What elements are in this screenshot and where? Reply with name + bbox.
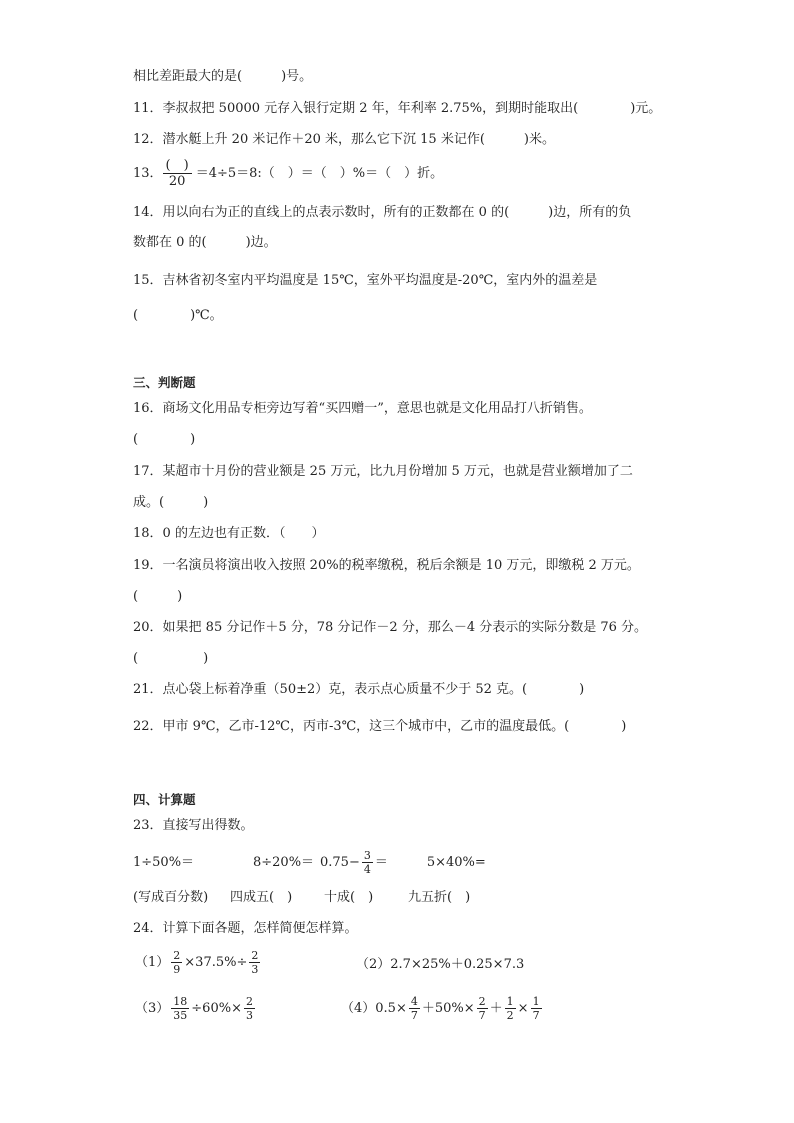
problem-1-f1-numerator: 2 [173,949,181,962]
question-19-line-1: 19．一名演员将演出收入按照 20%的税率缴税，税后余额是 10 万元，即缴税 2 万元。 [133,558,640,573]
problem-4-fraction-c [505,995,516,1022]
problem-4-c-denominator: 2 [506,1009,514,1022]
question-20-line-2: ( ) [133,651,209,666]
calc-2a: (写成百分数) [133,890,209,905]
q13-fraction-numerator: ( ) [163,158,192,174]
question-21: 21．点心袋上标着净重（50±2）克，表示点心质量不少于 52 克。( ) [133,682,585,697]
problem-3 [135,995,257,1023]
problem-3-f2-numerator: 2 [245,995,253,1008]
problem-4-c-numerator: 1 [506,995,514,1008]
problem-4-fraction-d [531,995,542,1022]
q13-fraction-denominator: 20 [168,174,186,189]
problem-4 [341,995,544,1023]
calc-row-2 [133,889,470,907]
calc-1c-suffix: ＝ [374,855,388,870]
problem-3-f1-numerator: 18 [173,995,188,1008]
calc-1c-denominator: 4 [363,863,371,876]
section-4-heading: 四、计算题 [133,792,196,807]
problem-4-label: （4）0.5× [341,1001,407,1016]
problem-3-label: （3） [135,1001,170,1016]
question-15-line-1: 15．吉林省初冬室内平均温度是 15℃，室外平均温度是-20℃，室内外的温差是 [133,273,598,288]
question-20-line-1: 20．如果把 85 分记作＋5 分，78 分记作－2 分，那么－4 分表示的实际分数是 76 分。 [133,620,648,635]
problem-3-fraction-1 [171,995,189,1022]
problem-3-middle: ÷60%× [191,1001,242,1016]
problem-4-a-numerator: 4 [410,995,418,1008]
problem-3-f2-denominator: 3 [245,1009,253,1022]
question-23: 23．直接写出得数。 [133,818,254,833]
problem-4-a-denominator: 7 [410,1009,418,1022]
calc-2c: 十成( ) [324,890,374,905]
q13-fraction [163,158,192,189]
problem-1 [135,949,262,977]
problem-1-fraction-2 [249,949,260,976]
section-3-heading: 三、判断题 [133,375,196,390]
question-16-line-1: 16．商场文化用品专柜旁边写着“买四赠一”，意思也就是文化用品打八折销售。 [133,401,592,416]
calc-2d: 九五折( ) [408,890,471,905]
problem-2: （2）2.7×25%＋0.25×7.3 [356,957,525,972]
question-24: 24．计算下面各题，怎样简便怎样算。 [133,921,358,936]
question-22: 22．甲市 9℃，乙市-12℃，丙市-3℃，这三个城市中，乙市的温度最低。( ) [133,719,627,734]
problem-3-f1-denominator: 35 [173,1009,188,1022]
question-19-line-2: ( ) [133,589,183,604]
question-17-line-1: 17．某超市十月份的营业额是 25 万元，比九月份增加 5 万元，也就是营业额增加了二 [133,464,633,479]
problem-3-fraction-2 [244,995,255,1022]
calc-2b: 四成五( ) [230,890,293,905]
problem-4-c-prefix: ＋ [489,1001,503,1016]
question-14-line-2: 数都在 0 的( )边。 [133,235,277,250]
question-17-line-2: 成。( ) [133,495,209,510]
question-13 [133,158,443,189]
q13-rest: ＝4÷5＝8:（ ）＝（ ）%＝（ ）折。 [195,166,444,181]
q10-tail: 相比差距最大的是( )号。 [133,69,313,84]
question-14-line-1: 14．用以向右为正的直线上的点表示数时，所有的正数都在 0 的( )边，所有的负 [133,205,632,220]
calc-1c-numerator: 3 [363,849,371,862]
problem-4-d-denominator: 7 [532,1009,540,1022]
problem-4-fraction-a [409,995,420,1022]
calc-1c-prefix: 0.75− [320,855,360,870]
calc-1d: 5×40%= [426,855,486,870]
problem-4-b-prefix: ＋50%× [421,1001,475,1016]
problem-1-f1-denominator: 9 [173,963,181,976]
q13-number: 13． [133,166,163,181]
question-18: 18．0 的左边也有正数．（ ） [133,526,325,541]
problem-4-d-numerator: 1 [532,995,540,1008]
problem-1-f2-denominator: 3 [251,963,259,976]
question-11: 11．李叔叔把 50000 元存入银行定期 2 年，年利率 2.75%，到期时能取出( )元。 [133,101,662,116]
calc-row-1 [133,849,486,876]
calc-1a: 1÷50%＝ [133,855,195,870]
problem-4-b-numerator: 2 [478,995,486,1008]
question-12: 12．潜水艇上升 20 米记作＋20 米，那么它下沉 15 米记作( )米。 [133,132,555,147]
problem-1-label: （1） [135,955,170,970]
calc-1b: 8÷20%＝ [253,855,315,870]
problem-4-fraction-b [477,995,488,1022]
calc-1c-fraction [362,849,373,876]
question-15-line-2: ( )℃。 [133,308,223,323]
problem-4-b-denominator: 7 [478,1009,486,1022]
problem-1-fraction-1 [171,949,182,976]
problem-1-f2-numerator: 2 [251,949,259,962]
problem-4-d-prefix: × [517,1001,529,1016]
problem-1-middle: ×37.5%÷ [184,955,248,970]
question-16-line-2: ( ) [133,432,196,447]
